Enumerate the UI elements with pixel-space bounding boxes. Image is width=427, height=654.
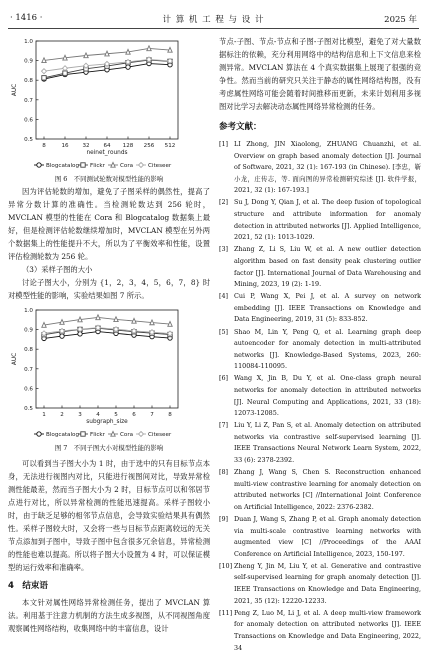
x-axis-label: neinet_rounds [86,150,128,156]
reference-number: [8] [219,468,229,477]
reference-number: [3] [219,245,229,254]
reference-number: [11] [219,608,233,617]
body-paragraph: 节点-子图、节点-节点和子图-子图对比模型，避免了对大量数据标注的依赖，充分利用网络中的结构信息和上下文信息来检测异常。MVCLAN 算法在 4 个真实数据集上展现了很强的竞争性。然而当前的研究只关注于静态的属性网络结构图，没有考虑属性网络可能会随着时间推移而更新，未来计划利用多视图对比学习去解决动态属性网络异常检测的任务。 [219,37,421,111]
reference-text: Zheng Y, Jin M, Liu Y, et al. Generative and contrastive self-supervised learning for graph anomaly detection [J]. IEEE Transactions on Knowledge and Data Engineering, 2021, 35 (12): 12220-12233. [234,561,421,605]
legend-marker [111,162,115,167]
y-axis-label: AUC [12,83,18,97]
figure-7-caption: 图 7 不同子图大小对模型性能的影响 [54,444,164,452]
publication-year: 2025 年 [384,15,417,25]
data-point-cora [105,51,109,56]
reference-number: [7] [219,421,229,430]
x-tick-label: 16 [61,143,69,149]
legend-marker [111,431,115,436]
y-tick-label: 1.0 [24,39,33,45]
x-tick-label: 8 [42,143,46,149]
x-tick-label: 512 [164,143,176,149]
left-column [8,35,210,633]
reference-item [219,467,421,513]
data-point-cora [114,317,118,322]
x-tick-label: 64 [103,143,111,149]
data-point-blogcatalog [126,65,130,69]
reference-text: Su J, Dong Y, Qian J, et al. The deep fusion of topological structure and attribute information for anomaly detection in attributed networks [J]. Applied Intelligence, 2021, 52 (1): 1013-1029. [234,198,421,242]
reference-item [219,197,421,243]
x-tick-label: 8 [168,412,172,418]
figure-6 [8,35,210,185]
reference-item [219,561,421,607]
reference-text: Zhang Z, Li S, Liu W, et al. A new outlier detection algorithm based on fast density peak clustering outlier factor [J]. International Journal of Data Warehousing and Mining, 2023, 19 (2): 1-19. [234,245,421,289]
data-point-flickr [63,71,67,75]
y-tick-label: 0.6 [24,117,33,124]
legend-marker [37,163,41,167]
reference-number: [4] [219,292,229,301]
reference-item [219,514,421,560]
figure-6-caption: 图 6 不同测试轮数对模型性能的影响 [54,175,164,183]
legend-label: Flickr [90,163,105,169]
y-tick-label: 0.7 [24,97,33,104]
data-point-blogcatalog [78,332,82,336]
y-axis-label: AUC [12,352,18,366]
reference-text: Shao M, Lin Y, Peng Q, et al. Learning graph deep autoencoder for anomaly detection in multi-attributed networks [J]. Knowledge-Based Systems, 2023, 260: 110084-110095. [234,327,421,371]
y-tick-label: 0.9 [24,327,33,334]
y-tick-label: 0.8 [24,78,33,85]
x-tick-label: 1 [42,412,46,418]
y-tick-label: 1.0 [24,308,33,314]
x-axis-label: subgraph_size [86,419,128,425]
references-title: 参考文献： [219,122,262,132]
reference-text: LI Zhong, JIN Xiaolong, ZHUANG Chuanzhi, et al. Overview on graph based anomaly detection [J]. Journal of Software, 2021, 32 (1): 167-193 (in Chinese). [李忠，靳小龙，庄传志，等. 面向图的异常检测研究综述 [J]. 软件学报，2021, 32 (1): 167-193.] [234,140,421,195]
legend-marker [37,432,41,436]
section-title: 4 结束语 [8,581,48,591]
legend-label: Blogcatalog [46,163,80,169]
y-tick-label: 0.5 [24,406,33,412]
journal-title: 计 算 机 工 程 与 设 计 [162,15,265,25]
reference-text: Cui P, Wang X, Pei J, et al. A survey on network embedding [J]. IEEE Transactions on Knowledge and Data Engineering, 2019, 31 (5): 833-852. [234,292,421,324]
legend-label: Blogcatalog [46,432,80,438]
figure-7-chart [8,304,210,442]
page-number: · 1416 · [10,13,43,23]
x-tick-label: 128 [122,143,134,149]
data-point-cora [168,47,172,52]
x-tick-label: 32 [82,143,90,149]
data-point-cora [42,58,46,63]
y-tick-label: 0.6 [24,386,33,393]
y-tick-label: 0.5 [24,137,33,143]
y-tick-label: 0.7 [24,366,33,373]
figure-6-chart [8,35,210,173]
reference-number: [5] [219,327,229,336]
data-point-citeseer [63,66,68,71]
reference-item [219,373,421,419]
legend-label: Citeseer [148,163,172,169]
body-paragraph: 可以看到当子图大小为 1 时，由于选中的只有目标节点本身，无法进行视图内对比，只能进行视图间对比，导致异常检测性能最差，然而当子图大小为 2 时，目标节点可以和邻居节点进行对比，所以异常检测的性能迅速提高。采样子图较小时，由于缺乏足够的相邻节点信息，会导致实验结果具有偶然性。采样子图较大时，又会将一些与目标节点距离较远的无关节点添加到子图中，导致子图中包含很多冗余信息，异常检测的性能也难以提高。所以将子图大小设置为 4 时，可以保证模型的运行效率和准确率。 [8,459,210,572]
reference-number: [6] [219,374,229,383]
right-column [219,35,421,652]
y-tick-label: 0.8 [24,347,33,354]
reference-item [219,327,421,373]
legend-label: Cora [120,432,134,438]
reference-list [219,139,421,654]
x-tick-label: 5 [114,412,118,418]
reference-text: Wang X, Jin B, Du Y, et al. One-class graph neural networks for anomaly detection in attributed networks [J]. Neural Computing and Applications, 2021, 33 (18): 12073-12085. [234,374,421,418]
reference-item [219,139,421,197]
reference-item [219,420,421,466]
data-point-cora [84,53,88,58]
x-tick-label: 7 [150,412,154,418]
body-paragraph: 讨论子图大小，分别为 {1，2，3，4，5，6，7，8} 时对模型性能的影响，实验结果如图 7 所示。 [8,278,210,300]
reference-text: Peng Z, Luo M, Li J, et al. A deep multi-view framework for anomaly detection on attributed networks [J]. IEEE Transactions on Knowledge and Data Engineering, 2022, 34 [234,608,421,652]
x-tick-label: 2 [60,412,64,418]
running-header [10,13,417,29]
x-tick-label: 3 [78,412,82,418]
data-point-cora [126,49,130,54]
data-point-cora [132,318,136,323]
legend-label: Flickr [90,432,105,438]
data-point-citeseer [42,69,47,74]
legend-label: Citeseer [148,432,172,438]
data-point-cora [168,322,172,327]
x-tick-label: 6 [132,412,136,418]
body-paragraph: 本文针对属性网络异常检测任务，提出了 MVCLAN 算法。利用基于注意力机制的方法生成多视图，从不同视图角度观察属性网络结构，收集网络中的丰富信息，设计 [8,598,210,633]
y-tick-label: 0.9 [24,58,33,65]
reference-text: Zhang J, Wang S, Chen S. Reconstruction enhanced multi-view contrastive learning for anomaly detection on attributed networks [C] //International Joint Conference on Artificial Intelligence, 2022: 2376-2382. [234,468,421,511]
data-point-blogcatalog [60,334,64,338]
plot-frame [36,310,178,408]
data-point-cora [42,322,46,327]
legend-marker [81,163,85,167]
reference-text: Liu Y, Li Z, Pan S, et al. Anomaly detection on attributed networks via contrastive self-supervised learning [J]. IEEE Transactions Neural Network Learn System, 2022, 33 (6): 2378-2392. [234,421,421,465]
reference-number: [1] [219,140,229,148]
data-point-cora [147,46,151,51]
header-divider [8,28,419,29]
subsection-heading: （3）采样子图的大小 [22,265,93,274]
data-point-cora [150,320,154,325]
reference-item [219,608,421,654]
x-tick-label: 4 [96,412,100,418]
data-point-cora [96,315,100,320]
figure-7 [8,304,210,454]
reference-item [219,291,421,326]
reference-number: [9] [219,515,229,523]
reference-number: [2] [219,198,229,207]
body-paragraph: 因为评估轮数的增加，避免了子图采样的偶然性，提高了异常分数计算的准确性。当检测轮数达到 256 轮时，MVCLAN 模型的性能在 Cora 和 Blogcatalog 数据集上最好，但是检测评估轮数继续增加时，MVCLAN 模型在另外两个数据集上的性能提升不大，所以为了平衡效率和性能，设置评估检测轮数为 256 轮。 [8,187,210,261]
data-point-cora [63,55,67,60]
data-point-flickr [42,76,46,80]
reference-number: [10] [219,561,233,570]
data-point-cora [78,317,82,322]
reference-item [219,244,421,290]
legend-marker [139,432,144,437]
data-point-cora [60,320,64,325]
reference-text: Duan J, Wang S, Zhang P, et al. Graph anomaly detection via multi-scale contrastive learning networks with augmented view [C] //Proceedings of the AAAI Conference on Artificial Intelligence, 2023, 150-197. [234,515,421,558]
legend-marker [139,163,144,168]
legend-label: Cora [120,163,134,169]
legend-marker [81,432,85,436]
x-tick-label: 256 [143,143,155,149]
